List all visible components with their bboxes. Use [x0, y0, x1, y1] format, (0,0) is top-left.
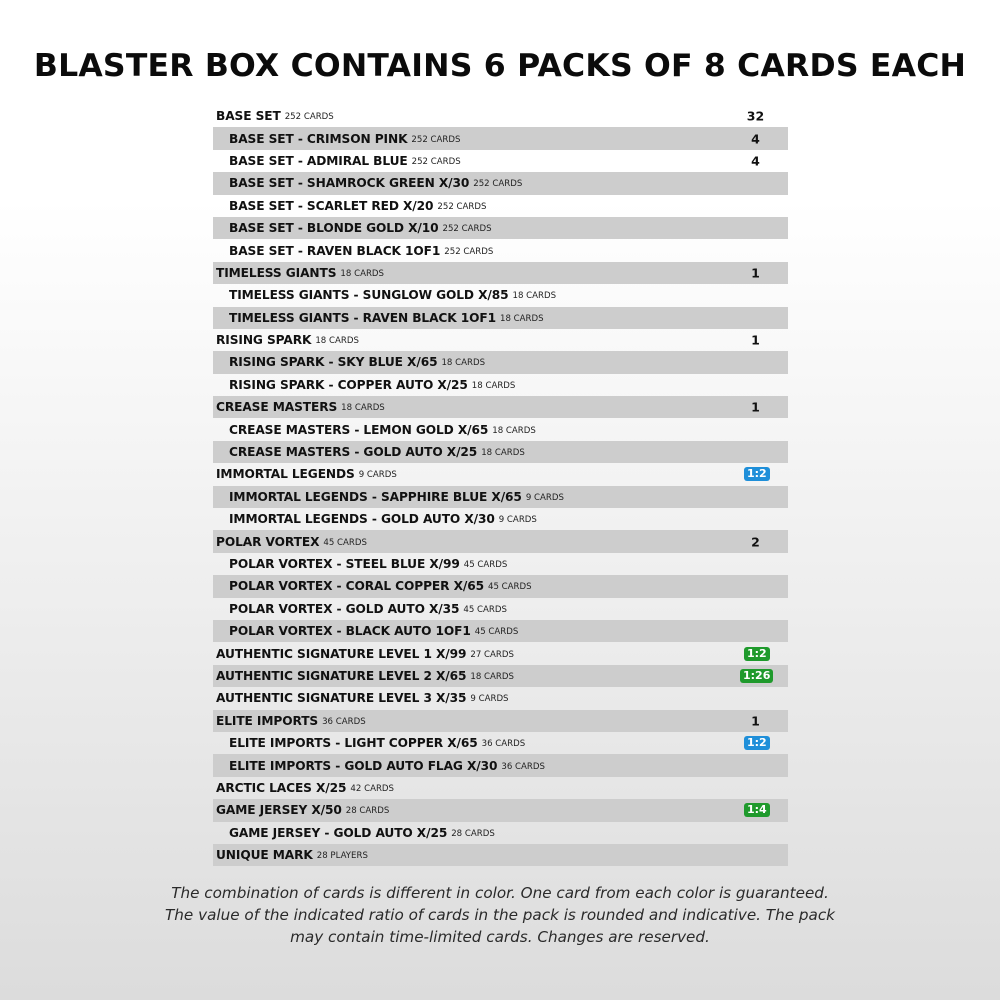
row-name: BASE SET - CRIMSON PINK — [229, 131, 408, 146]
odds-badge: 1:2 — [744, 736, 770, 750]
row-name: IMMORTAL LEGENDS — [216, 467, 355, 482]
table-row — [213, 105, 788, 127]
row-card-count: 9 CARDS — [358, 470, 397, 481]
row-name: TIMELESS GIANTS - RAVEN BLACK 1OF1 — [229, 310, 497, 325]
table-row — [213, 777, 788, 799]
row-card-count: 252 CARDS — [284, 112, 334, 123]
table-row — [213, 150, 788, 172]
row-quantity: 2 — [751, 534, 760, 550]
row-name: IMMORTAL LEGENDS - SAPPHIRE BLUE X/65 — [229, 489, 522, 504]
table-row — [213, 620, 788, 642]
table-row — [213, 844, 788, 866]
row-quantity: 1 — [751, 399, 760, 415]
disclaimer-line-1: The combination of cards is different in color. One card from each color is guaranteed. — [171, 884, 829, 902]
row-quantity: 4 — [751, 153, 760, 169]
row-card-count: 45 CARDS — [463, 560, 508, 570]
table-row — [213, 665, 788, 687]
table-row — [213, 329, 788, 351]
table-row — [213, 575, 788, 597]
table-row — [213, 172, 788, 194]
row-card-count: 9 CARDS — [498, 515, 537, 526]
odds-badge: 1:4 — [744, 803, 770, 817]
table-row — [213, 239, 788, 261]
table-row — [213, 396, 788, 418]
row-card-count: 252 CARDS — [444, 246, 494, 257]
table-row — [213, 687, 788, 709]
row-card-count: 18 CARDS — [500, 313, 544, 324]
row-name: TIMELESS GIANTS — [216, 265, 337, 280]
row-name: RISING SPARK - COPPER AUTO X/25 — [229, 377, 468, 392]
table-row — [213, 530, 788, 552]
row-name: POLAR VORTEX — [216, 534, 320, 549]
row-card-count: 18 CARDS — [512, 291, 557, 302]
row-name: BASE SET - ADMIRAL BLUE — [229, 153, 408, 168]
row-quantity: 1 — [751, 265, 760, 281]
row-name: POLAR VORTEX - BLACK AUTO 1OF1 — [229, 624, 471, 639]
row-name: BASE SET - RAVEN BLACK 1OF1 — [229, 243, 441, 258]
table-row — [213, 822, 788, 844]
row-name: GAME JERSEY - GOLD AUTO X/25 — [229, 825, 448, 840]
table-row — [213, 799, 788, 821]
row-name: AUTHENTIC SIGNATURE LEVEL 1 X/99 — [216, 646, 467, 661]
row-card-count: 18 CARDS — [441, 358, 486, 369]
row-name: TIMELESS GIANTS - SUNGLOW GOLD X/85 — [229, 288, 509, 303]
row-name: AUTHENTIC SIGNATURE LEVEL 2 X/65 — [216, 668, 467, 683]
table-row — [213, 195, 788, 217]
row-card-count: 28 PLAYERS — [316, 851, 368, 862]
row-quantity: 4 — [751, 131, 760, 147]
row-name: ARCTIC LACES X/25 — [216, 780, 347, 795]
row-name: CREASE MASTERS - LEMON GOLD X/65 — [229, 422, 489, 437]
row-card-count: 252 CARDS — [442, 224, 492, 235]
row-card-count: 36 CARDS — [481, 739, 526, 750]
row-name: CREASE MASTERS - GOLD AUTO X/25 — [229, 445, 478, 460]
row-card-count: 45 CARDS — [487, 582, 532, 593]
row-name: RISING SPARK — [216, 333, 312, 348]
row-card-count: 36 CARDS — [501, 761, 545, 772]
table-row — [213, 463, 788, 485]
page-title: BLASTER BOX CONTAINS 6 PACKS OF 8 CARDS EACH — [33, 48, 967, 84]
row-card-count: 36 CARDS — [322, 716, 366, 727]
table-row — [213, 262, 788, 284]
row-card-count: 252 CARDS — [411, 134, 461, 145]
disclaimer — [0, 882, 1000, 948]
odds-badge: 1:26 — [740, 669, 773, 683]
row-name: POLAR VORTEX - GOLD AUTO X/35 — [229, 601, 460, 616]
row-quantity: 1 — [751, 713, 760, 729]
row-name: ELITE IMPORTS - LIGHT COPPER X/65 — [229, 736, 478, 751]
table-row — [213, 710, 788, 732]
table-row — [213, 486, 788, 508]
disclaimer-line-3: may contain time-limited cards. Changes are reserved. — [290, 928, 710, 946]
table-row — [213, 441, 788, 463]
row-card-count: 252 CARDS — [437, 201, 487, 212]
row-card-count: 42 CARDS — [350, 783, 394, 794]
table-row — [213, 508, 788, 530]
row-card-count: 18 CARDS — [471, 380, 516, 391]
row-name: AUTHENTIC SIGNATURE LEVEL 3 X/35 — [216, 691, 467, 706]
table-row — [213, 351, 788, 373]
row-quantity: 32 — [746, 108, 765, 124]
row-card-count: 18 CARDS — [492, 425, 536, 436]
row-name: UNIQUE MARK — [216, 848, 313, 863]
row-quantity: 1 — [751, 332, 760, 348]
row-card-count: 45 CARDS — [323, 537, 367, 548]
row-name: BASE SET — [216, 109, 281, 124]
table-row — [213, 418, 788, 440]
row-card-count: 9 CARDS — [470, 694, 509, 705]
row-card-count: 18 CARDS — [481, 448, 525, 459]
row-name: POLAR VORTEX - CORAL COPPER X/65 — [229, 579, 484, 594]
row-card-count: 45 CARDS — [463, 604, 507, 615]
row-card-count: 252 CARDS — [473, 179, 523, 190]
table-row — [213, 127, 788, 149]
table-row — [213, 284, 788, 306]
row-card-count: 18 CARDS — [340, 268, 384, 279]
row-card-count: 9 CARDS — [525, 492, 564, 503]
table-row — [213, 374, 788, 396]
checklist-table — [213, 105, 788, 866]
odds-badge: 1:2 — [744, 647, 770, 661]
row-name: POLAR VORTEX - STEEL BLUE X/99 — [229, 557, 460, 571]
row-name: ELITE IMPORTS - GOLD AUTO FLAG X/30 — [229, 758, 498, 773]
row-name: BASE SET - SHAMROCK GREEN X/30 — [229, 176, 470, 191]
row-name: RISING SPARK - SKY BLUE X/65 — [229, 355, 438, 370]
row-card-count: 252 CARDS — [411, 156, 461, 167]
table-row — [213, 598, 788, 620]
row-card-count: 18 CARDS — [315, 336, 359, 347]
table-row — [213, 642, 788, 664]
table-row — [213, 217, 788, 239]
row-card-count: 45 CARDS — [474, 627, 519, 638]
table-row — [213, 754, 788, 776]
disclaimer-line-2: The value of the indicated ratio of cards in the pack is rounded and indicative. The pack — [165, 906, 835, 924]
row-name: CREASE MASTERS — [216, 400, 338, 415]
row-name: GAME JERSEY X/50 — [216, 803, 342, 818]
row-name: ELITE IMPORTS — [216, 713, 319, 728]
table-row — [213, 553, 788, 575]
table-row — [213, 732, 788, 754]
row-card-count: 18 CARDS — [341, 403, 385, 414]
row-name: BASE SET - SCARLET RED X/20 — [229, 198, 434, 213]
row-card-count: 28 CARDS — [451, 828, 495, 839]
row-name: BASE SET - BLONDE GOLD X/10 — [229, 221, 439, 236]
table-row — [213, 307, 788, 329]
row-card-count: 28 CARDS — [345, 806, 390, 817]
odds-badge: 1:2 — [744, 467, 770, 481]
row-card-count: 18 CARDS — [470, 671, 514, 682]
row-name: IMMORTAL LEGENDS - GOLD AUTO X/30 — [229, 512, 495, 527]
row-card-count: 27 CARDS — [470, 649, 514, 660]
